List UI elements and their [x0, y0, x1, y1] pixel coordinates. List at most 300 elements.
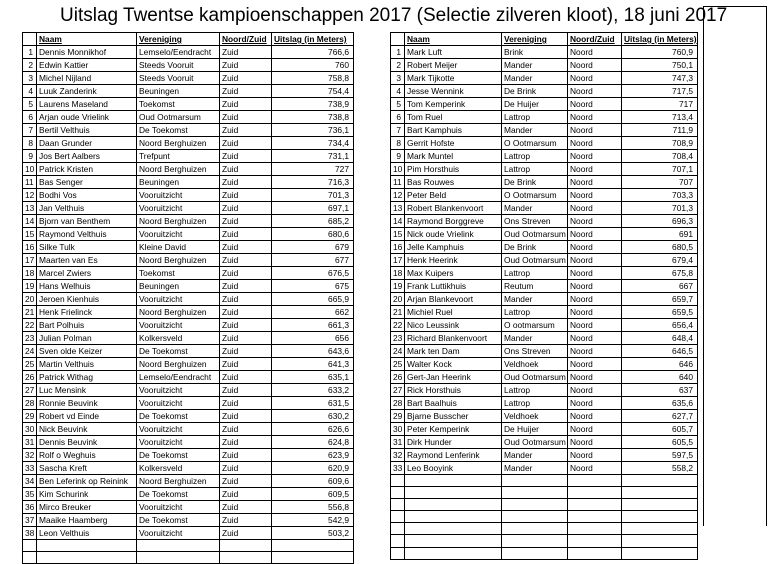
result-cell: 766,6 [272, 46, 354, 59]
club-cell: Vooruitzicht [137, 384, 220, 397]
table-row [391, 46, 698, 59]
region-cell: Zuid [220, 371, 272, 384]
region-cell: Zuid [220, 254, 272, 267]
club-cell: O ootmarsum [502, 319, 568, 332]
rank-cell [391, 547, 405, 559]
result-cell: 656 [272, 332, 354, 345]
club-cell: Kleine David [137, 241, 220, 254]
result-cell: 677 [272, 254, 354, 267]
name-cell: Kim Schurink [37, 488, 137, 501]
rank-cell: 13 [391, 202, 405, 215]
table-row [23, 514, 354, 527]
table-header-row [391, 33, 698, 46]
table-row [391, 535, 698, 547]
club-cell: Lattrop [502, 306, 568, 319]
rank-cell: 1 [391, 46, 405, 59]
table-header-row [23, 33, 354, 46]
rank-cell: 33 [23, 462, 37, 475]
region-cell: Noord [568, 267, 622, 280]
table-row [391, 124, 698, 137]
header-vereniging: Vereniging [137, 33, 220, 46]
rank-cell [391, 535, 405, 547]
rank-cell: 31 [391, 436, 405, 449]
table-row [23, 124, 354, 137]
table-row [391, 85, 698, 98]
table-row [391, 462, 698, 475]
result-cell [272, 540, 354, 552]
club-cell: Veldhoek [502, 358, 568, 371]
club-cell: Noord Berghuizen [137, 358, 220, 371]
name-cell: Tom Ruel [405, 111, 502, 124]
club-cell: Lattrop [502, 384, 568, 397]
region-cell: Noord [568, 124, 622, 137]
name-cell [405, 487, 502, 499]
rank-cell: 20 [391, 293, 405, 306]
name-cell: Arjan oude Vrielink [37, 111, 137, 124]
table-row [391, 410, 698, 423]
club-cell: Vooruitzicht [137, 397, 220, 410]
region-cell: Noord [568, 319, 622, 332]
table-row [391, 358, 698, 371]
name-cell: Maarten van Es [37, 254, 137, 267]
name-cell: Gert-Jan Heerink [405, 371, 502, 384]
table-row [391, 111, 698, 124]
rank-cell: 20 [23, 293, 37, 306]
club-cell [502, 487, 568, 499]
table-row [23, 332, 354, 345]
club-cell: Toekomst [137, 98, 220, 111]
region-cell: Noord [568, 254, 622, 267]
rank-cell: 27 [391, 384, 405, 397]
rank-cell: 2 [23, 59, 37, 72]
rank-cell [391, 499, 405, 511]
club-cell: Veldhoek [502, 410, 568, 423]
region-cell [568, 547, 622, 559]
region-cell: Noord [568, 397, 622, 410]
region-cell: Zuid [220, 228, 272, 241]
result-cell: 680,6 [272, 228, 354, 241]
club-cell: Vooruitzicht [137, 202, 220, 215]
rank-cell: 9 [23, 150, 37, 163]
table-row [391, 98, 698, 111]
rank-cell: 14 [391, 215, 405, 228]
rank-cell: 28 [23, 397, 37, 410]
club-cell: Oud Ootmarsum [137, 111, 220, 124]
region-cell: Noord [568, 449, 622, 462]
result-cell: 656,4 [622, 319, 698, 332]
name-cell: Nick oude Vrielink [405, 228, 502, 241]
result-cell [622, 487, 698, 499]
name-cell: Michel Nijland [37, 72, 137, 85]
club-cell: Vooruitzicht [137, 189, 220, 202]
name-cell: Robert Meijer [405, 59, 502, 72]
name-cell: Bart Kamphuis [405, 124, 502, 137]
name-cell: Robert vd Einde [37, 410, 137, 423]
rank-cell: 16 [23, 241, 37, 254]
rank-cell: 22 [23, 319, 37, 332]
region-cell: Zuid [220, 280, 272, 293]
name-cell: Walter Kock [405, 358, 502, 371]
club-cell: Vooruitzicht [137, 228, 220, 241]
rank-cell: 11 [391, 176, 405, 189]
table-row [23, 540, 354, 552]
table-row [391, 267, 698, 280]
table-row [23, 436, 354, 449]
result-cell: 503,2 [272, 527, 354, 540]
rank-cell: 21 [23, 306, 37, 319]
name-cell: Bart Baalhuis [405, 397, 502, 410]
result-cell: 659,5 [622, 306, 698, 319]
name-cell: Raymond Lenferink [405, 449, 502, 462]
name-cell [37, 540, 137, 552]
region-cell: Zuid [220, 527, 272, 540]
result-cell: 640 [622, 371, 698, 384]
name-cell: Raymond Velthuis [37, 228, 137, 241]
region-cell: Noord [568, 293, 622, 306]
rank-cell: 38 [23, 527, 37, 540]
name-cell: Raymond Borggreve [405, 215, 502, 228]
result-cell: 605,5 [622, 436, 698, 449]
region-cell: Noord [568, 46, 622, 59]
club-cell: De Toekomst [137, 514, 220, 527]
region-cell: Zuid [220, 59, 272, 72]
name-cell: Frank Luttikhuis [405, 280, 502, 293]
table-row [391, 215, 698, 228]
name-cell: Jelle Kamphuis [405, 241, 502, 254]
name-cell: Michiel Ruel [405, 306, 502, 319]
result-cell: 641,3 [272, 358, 354, 371]
name-cell: Ben Leferink op Reinink [37, 475, 137, 488]
rank-cell: 2 [391, 59, 405, 72]
result-cell [622, 535, 698, 547]
region-cell: Zuid [220, 72, 272, 85]
region-cell: Noord [568, 59, 622, 72]
name-cell: Jan Velthuis [37, 202, 137, 215]
table-row [391, 150, 698, 163]
table-row [23, 319, 354, 332]
region-cell: Zuid [220, 111, 272, 124]
club-cell: De Huijer [502, 98, 568, 111]
rank-cell: 33 [391, 462, 405, 475]
rank-cell: 18 [23, 267, 37, 280]
name-cell: Dennis Monnikhof [37, 46, 137, 59]
result-cell: 662 [272, 306, 354, 319]
club-cell: Beuningen [137, 176, 220, 189]
club-cell: Mander [502, 449, 568, 462]
region-cell: Zuid [220, 85, 272, 98]
result-cell: 717 [622, 98, 698, 111]
results-table-noord [390, 32, 698, 560]
region-cell: Noord [568, 384, 622, 397]
table-row [391, 423, 698, 436]
club-cell: Noord Berghuizen [137, 306, 220, 319]
club-cell: De Toekomst [137, 410, 220, 423]
name-cell: Patrick Kristen [37, 163, 137, 176]
club-cell: De Brink [502, 85, 568, 98]
header-uitslag: Uitslag (in Meters) [622, 33, 698, 46]
name-cell: Robert Blankenvoort [405, 202, 502, 215]
region-cell: Noord [568, 202, 622, 215]
rank-cell: 32 [391, 449, 405, 462]
result-cell: 631,5 [272, 397, 354, 410]
club-cell: Steeds Vooruit [137, 72, 220, 85]
region-cell [220, 552, 272, 564]
name-cell: Daan Grunder [37, 137, 137, 150]
result-cell [622, 547, 698, 559]
table-row [23, 384, 354, 397]
result-cell: 691 [622, 228, 698, 241]
name-cell: Jesse Wennink [405, 85, 502, 98]
name-cell: Bart Polhuis [37, 319, 137, 332]
table-row [23, 254, 354, 267]
club-cell: Trefpunt [137, 150, 220, 163]
name-cell: Bertil Velthuis [37, 124, 137, 137]
name-cell: Arjan Blankevoort [405, 293, 502, 306]
name-cell: Martin Velthuis [37, 358, 137, 371]
region-cell [568, 475, 622, 487]
name-cell: Bjarne Busscher [405, 410, 502, 423]
name-cell: Pim Horsthuis [405, 163, 502, 176]
rank-cell: 29 [23, 410, 37, 423]
region-cell: Noord [568, 371, 622, 384]
name-cell: Dirk Hunder [405, 436, 502, 449]
region-cell: Zuid [220, 488, 272, 501]
region-cell: Noord [568, 423, 622, 436]
result-cell: 707 [622, 176, 698, 189]
name-cell [405, 535, 502, 547]
result-cell: 760,9 [622, 46, 698, 59]
club-cell: Vooruitzicht [137, 319, 220, 332]
region-cell: Noord [568, 280, 622, 293]
table-row [391, 397, 698, 410]
result-cell: 679,4 [622, 254, 698, 267]
name-cell: Mark ten Dam [405, 345, 502, 358]
name-cell: Bjorn van Benthem [37, 215, 137, 228]
result-cell: 542,9 [272, 514, 354, 527]
club-cell: Lemselo/Eendracht [137, 371, 220, 384]
rank-cell: 10 [391, 163, 405, 176]
name-cell: Nick Beuvink [37, 423, 137, 436]
table-row [23, 72, 354, 85]
table-row [23, 501, 354, 514]
name-cell: Bodhi Vos [37, 189, 137, 202]
table-row [391, 345, 698, 358]
region-cell: Zuid [220, 475, 272, 488]
club-cell: Vooruitzicht [137, 293, 220, 306]
table-row [391, 241, 698, 254]
region-cell: Zuid [220, 267, 272, 280]
result-cell: 760 [272, 59, 354, 72]
name-cell [37, 552, 137, 564]
name-cell: Gerrit Hofste [405, 137, 502, 150]
table-row [391, 280, 698, 293]
result-cell: 734,4 [272, 137, 354, 150]
rank-cell: 12 [391, 189, 405, 202]
table-row [23, 176, 354, 189]
rank-cell: 23 [391, 332, 405, 345]
club-cell: Kolkersveld [137, 462, 220, 475]
club-cell: De Toekomst [137, 449, 220, 462]
name-cell: Bas Rouwes [405, 176, 502, 189]
table-row [23, 371, 354, 384]
club-cell: Noord Berghuizen [137, 215, 220, 228]
club-cell [137, 552, 220, 564]
region-cell [568, 487, 622, 499]
rank-cell: 25 [391, 358, 405, 371]
table-row [23, 449, 354, 462]
result-cell [622, 511, 698, 523]
header-vereniging: Vereniging [502, 33, 568, 46]
region-cell: Noord [568, 358, 622, 371]
result-cell: 736,1 [272, 124, 354, 137]
name-cell: Hans Welhuis [37, 280, 137, 293]
name-cell: Patrick Withag [37, 371, 137, 384]
rank-cell: 21 [391, 306, 405, 319]
rank-cell: 4 [23, 85, 37, 98]
table-row [23, 280, 354, 293]
table-row [23, 267, 354, 280]
table-row [23, 345, 354, 358]
region-cell: Zuid [220, 436, 272, 449]
rank-cell: 17 [391, 254, 405, 267]
club-cell: Vooruitzicht [137, 501, 220, 514]
club-cell: Mander [502, 202, 568, 215]
club-cell: Noord Berghuizen [137, 163, 220, 176]
table-row [23, 397, 354, 410]
result-cell: 727 [272, 163, 354, 176]
table-row [23, 358, 354, 371]
region-cell: Noord [568, 111, 622, 124]
club-cell: Oud Ootmarsum [502, 436, 568, 449]
table-row [23, 410, 354, 423]
table-row [391, 475, 698, 487]
result-cell: 605,7 [622, 423, 698, 436]
region-cell: Noord [568, 228, 622, 241]
table-row [23, 137, 354, 150]
name-cell: Leon Velthuis [37, 527, 137, 540]
region-cell: Noord [568, 215, 622, 228]
table-row [23, 163, 354, 176]
result-cell: 556,8 [272, 501, 354, 514]
table-row [23, 85, 354, 98]
rank-cell: 9 [391, 150, 405, 163]
rank-cell: 13 [23, 202, 37, 215]
results-table-zuid [22, 32, 354, 564]
result-cell: 747,3 [622, 72, 698, 85]
table-row [23, 488, 354, 501]
result-cell: 646 [622, 358, 698, 371]
club-cell: Lemselo/Eendracht [137, 46, 220, 59]
club-cell [502, 535, 568, 547]
table-row [391, 487, 698, 499]
club-cell: Ons Streven [502, 345, 568, 358]
club-cell: Beuningen [137, 280, 220, 293]
club-cell: Vooruitzicht [137, 527, 220, 540]
club-cell: Vooruitzicht [137, 423, 220, 436]
result-cell: 676,5 [272, 267, 354, 280]
name-cell [405, 499, 502, 511]
region-cell: Zuid [220, 501, 272, 514]
club-cell: Lattrop [502, 111, 568, 124]
name-cell: Tom Kemperink [405, 98, 502, 111]
club-cell [502, 499, 568, 511]
club-cell: Oud Ootmarsum [502, 228, 568, 241]
region-cell: Zuid [220, 150, 272, 163]
region-cell: Noord [568, 150, 622, 163]
result-cell: 633,2 [272, 384, 354, 397]
result-cell: 667 [622, 280, 698, 293]
result-cell: 738,9 [272, 98, 354, 111]
rank-cell: 24 [23, 345, 37, 358]
name-cell: Henk Frielinck [37, 306, 137, 319]
result-cell: 696,3 [622, 215, 698, 228]
empty-cell-column [703, 6, 767, 526]
rank-cell: 28 [391, 397, 405, 410]
club-cell [502, 475, 568, 487]
club-cell: Brink [502, 46, 568, 59]
name-cell: Max Kuipers [405, 267, 502, 280]
club-cell [502, 511, 568, 523]
region-cell: Noord [568, 462, 622, 475]
club-cell: Ons Streven [502, 215, 568, 228]
club-cell [137, 540, 220, 552]
result-cell: 635,6 [622, 397, 698, 410]
name-cell: Luuk Zanderink [37, 85, 137, 98]
club-cell: Reutum [502, 280, 568, 293]
table-row [391, 436, 698, 449]
region-cell: Zuid [220, 384, 272, 397]
name-cell: Sascha Kreft [37, 462, 137, 475]
rank-cell: 27 [23, 384, 37, 397]
rank-cell: 30 [391, 423, 405, 436]
region-cell: Noord [568, 436, 622, 449]
region-cell: Zuid [220, 514, 272, 527]
name-cell: Julian Polman [37, 332, 137, 345]
name-cell: Edwin Kattier [37, 59, 137, 72]
result-cell: 630,2 [272, 410, 354, 423]
club-cell: O Ootmarsum [502, 137, 568, 150]
rank-cell: 32 [23, 449, 37, 462]
rank-cell [391, 475, 405, 487]
rank-cell: 25 [23, 358, 37, 371]
region-cell [568, 511, 622, 523]
page-title: Uitslag Twentse kampioenschappen 2017 (Selectie zilveren kloot), 18 juni 2017 [60, 5, 728, 26]
rank-cell: 34 [23, 475, 37, 488]
club-cell: De Huijer [502, 423, 568, 436]
table-row [391, 384, 698, 397]
club-cell: Toekomst [137, 267, 220, 280]
result-cell: 738,8 [272, 111, 354, 124]
result-cell: 661,3 [272, 319, 354, 332]
club-cell: Noord Berghuizen [137, 475, 220, 488]
result-cell: 679 [272, 241, 354, 254]
rank-cell: 35 [23, 488, 37, 501]
result-cell: 708,4 [622, 150, 698, 163]
name-cell: Peter Kemperink [405, 423, 502, 436]
name-cell: Mark Luft [405, 46, 502, 59]
result-cell: 701,3 [272, 189, 354, 202]
result-cell: 597,5 [622, 449, 698, 462]
result-cell: 708,9 [622, 137, 698, 150]
club-cell: De Toekomst [137, 345, 220, 358]
table-row [23, 111, 354, 124]
rank-cell: 5 [391, 98, 405, 111]
table-row [23, 150, 354, 163]
rank-cell: 26 [23, 371, 37, 384]
club-cell: Lattrop [502, 163, 568, 176]
result-cell: 697,1 [272, 202, 354, 215]
table-row [23, 475, 354, 488]
